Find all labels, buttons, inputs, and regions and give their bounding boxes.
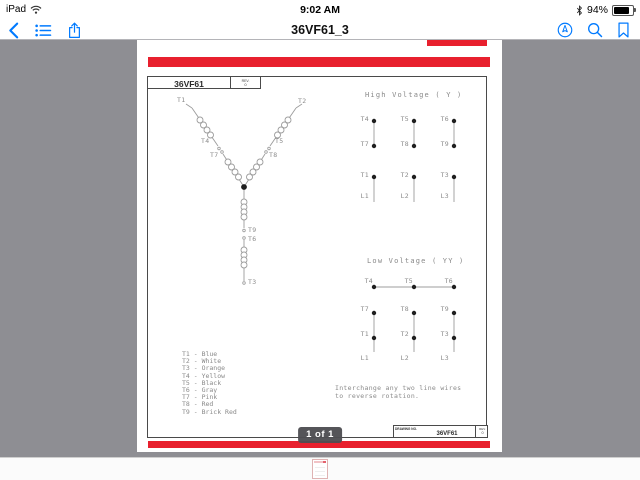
hv-label: T3: [440, 171, 449, 179]
low-voltage-title: Low Voltage ( YY ): [367, 257, 465, 265]
status-time: 9:02 AM: [300, 4, 340, 16]
legend-line: T4 - Yellow: [182, 371, 226, 380]
lv-label: T9: [440, 305, 449, 313]
header-rev-value: 0: [244, 82, 247, 87]
status-bar: [0, 0, 640, 20]
footer-drawing-number: 36VF61: [436, 430, 458, 437]
thumbnail-red-block: [323, 461, 326, 463]
lv-label: T6: [444, 277, 453, 285]
pdf-viewer-content: [0, 40, 640, 457]
legend-line: T5 - Black: [182, 378, 222, 387]
hv-label: T4: [360, 115, 369, 123]
hv-label: T5: [400, 115, 409, 123]
hv-label: T9: [440, 140, 449, 148]
lv-label: T2: [400, 330, 409, 338]
header-rev-label: REV.: [241, 79, 250, 83]
legend-line: T1 - Blue: [182, 350, 218, 358]
lv-label: T5: [404, 277, 413, 285]
wye-star-point: [241, 184, 247, 190]
lv-label: L2: [400, 354, 409, 362]
hv-label: T7: [360, 140, 369, 148]
rotation-note-line1: Interchange any two line wires: [335, 384, 462, 392]
hv-label: L1: [360, 192, 369, 200]
wye-label-t7: T7: [210, 151, 219, 159]
bluetooth-icon: [576, 5, 583, 16]
wye-label-t5: T5: [275, 137, 284, 145]
hv-label: T2: [400, 171, 409, 179]
lv-label: T4: [364, 277, 373, 285]
lv-label: T1: [360, 330, 369, 338]
lv-label: L1: [360, 354, 369, 362]
footer-rev-block: [475, 426, 489, 438]
legend-line: T7 - Pink: [182, 393, 218, 402]
nav-bar: [0, 20, 640, 40]
document-title: 36VF61_3: [291, 23, 349, 37]
thumbnail-red-band: [314, 461, 323, 463]
search-button[interactable]: [587, 22, 603, 38]
wye-label-t2: T2: [298, 97, 307, 105]
wye-label-t4: T4: [201, 137, 210, 145]
page-thumbnail[interactable]: [312, 459, 328, 479]
legend-line: T8 - Red: [182, 400, 214, 409]
bookmark-icon: [617, 22, 630, 38]
pdf-page[interactable]: [137, 40, 502, 452]
lv-label: L3: [440, 354, 449, 362]
high-voltage-title: High Voltage ( Y ): [365, 91, 463, 99]
page-indicator-badge: 1 of 1: [298, 427, 342, 443]
search-icon: [587, 22, 603, 38]
footer-drawing-no-label: DRAWING NO.: [395, 426, 417, 431]
carrier-label: iPad: [6, 4, 27, 15]
wye-label-t8: T8: [269, 151, 278, 159]
hv-label: T1: [360, 171, 369, 179]
lead-color-legend: [182, 351, 237, 416]
header-drawing-number: 36VF61: [174, 78, 204, 89]
footer-rev-value: 0: [481, 431, 484, 435]
bookmark-button[interactable]: [617, 22, 630, 38]
legend-line: T9 - Brick Red: [182, 407, 237, 416]
wye-label-t1: T1: [177, 96, 186, 104]
thumbnail-strip: [0, 457, 640, 480]
footer-rev-label: REV.: [479, 427, 486, 431]
lv-label: T7: [360, 305, 369, 313]
legend-line: T3 - Orange: [182, 364, 226, 373]
rotation-note-line2: to reverse rotation.: [335, 392, 420, 400]
lv-label: T3: [440, 330, 449, 338]
hv-label: L3: [440, 192, 449, 200]
wye-label-t9: T9: [248, 226, 257, 234]
markup-button[interactable]: [557, 22, 573, 38]
battery-percent: 94%: [586, 4, 608, 16]
hv-label: T6: [440, 115, 449, 123]
wye-label-t3: T3: [248, 278, 257, 286]
markup-icon: [557, 22, 573, 38]
lv-label: T8: [400, 305, 409, 313]
wye-label-t6: T6: [248, 235, 257, 243]
hv-label: L2: [400, 192, 409, 200]
footer-title-block: [393, 425, 488, 438]
hv-label: T8: [400, 140, 409, 148]
legend-line: T2 - White: [182, 357, 222, 366]
battery-icon: [612, 5, 634, 16]
legend-line: T6 - Gray: [182, 385, 218, 394]
